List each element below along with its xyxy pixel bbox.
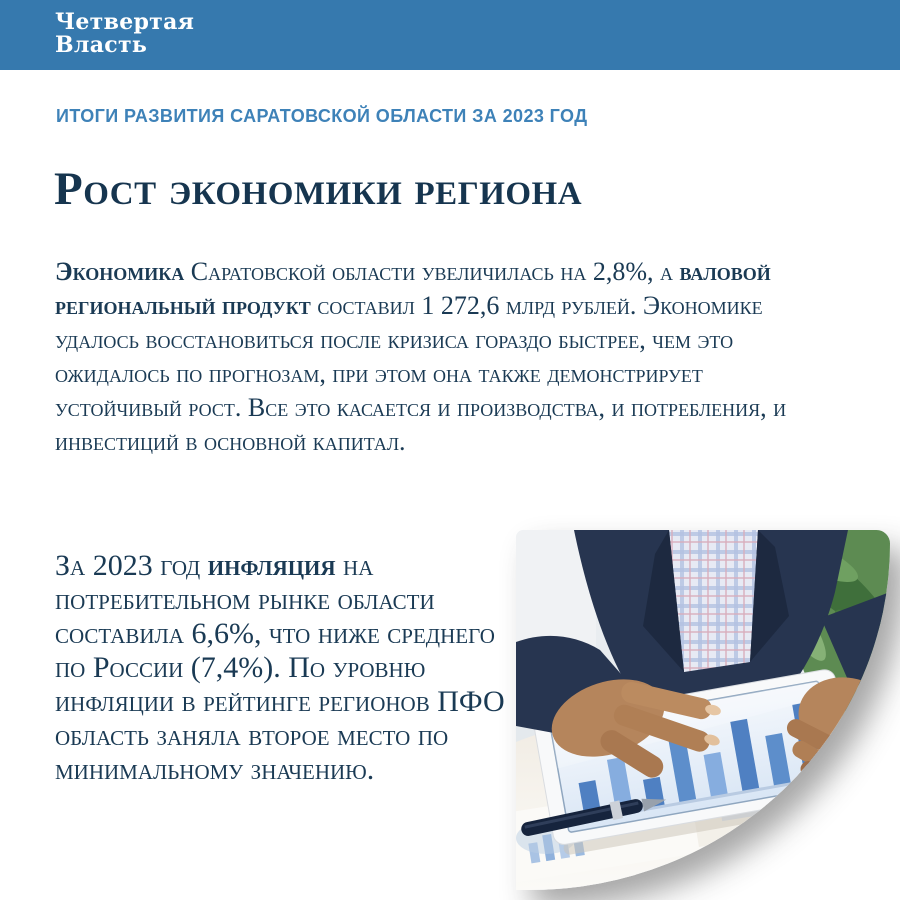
photo-illustration (516, 530, 890, 890)
brand-line-1: Четвертая (55, 9, 195, 35)
kicker: ИТОГИ РАЗВИТИЯ САРАТОВСКОЙ ОБЛАСТИ ЗА 2023 ГОД (56, 106, 588, 126)
brand-logo (55, 11, 194, 57)
plaid-shirt (669, 530, 758, 672)
article-title: Рост экономики региона (54, 163, 583, 215)
brand-line-2: Власть (55, 32, 148, 58)
site-header (0, 0, 900, 70)
paragraph-inflation: За 2023 год инфляция на потребительном рынке области составила 6,6%, что ниже среднего по России (7,4%). По уровню инфляции в рейтинге регионов ПФО область заняла второе место по минимальному значению. (55, 549, 505, 786)
photo-business-tablet (516, 530, 890, 890)
paragraph-economy: Экономика Саратовской области увеличилась на 2,8%, а валовой региональный продукт составил 1 272,6 млрд рублей. Экономике удалось восстановиться после кризиса гораздо быстрее, чем это ожидалось по прогнозам, при этом она также демонстрирует устойчивый рост. Все это касается и производства, и потребления, и инвестиций в основной капитал. (55, 257, 787, 456)
